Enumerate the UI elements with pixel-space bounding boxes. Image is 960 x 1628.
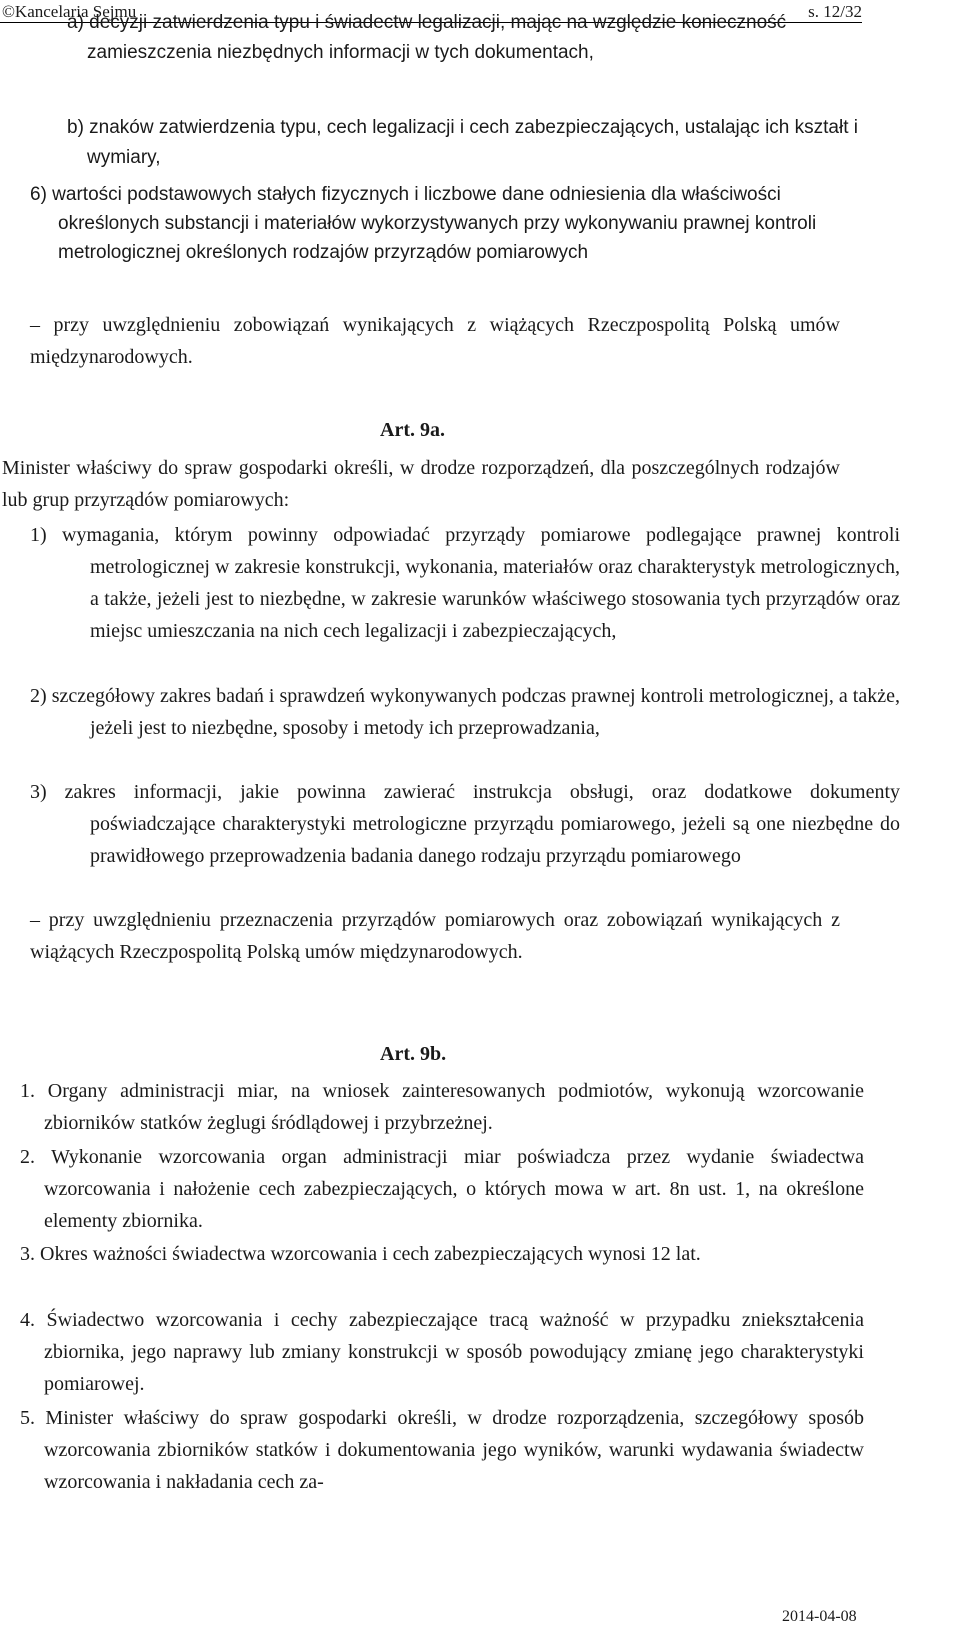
- article-9a-title: Art. 9a.: [380, 419, 445, 441]
- article-9b-item: 1. Organy administracji miar, na wniosek zainteresowanych podmiotów, wykonują wzorcowanie zbiorników statków żeglugi śródlądowej i przybrzeżnej.: [20, 1080, 864, 1134]
- page-number: s. 12/32: [808, 2, 862, 21]
- article-9a-item: 2) szczegółowy zakres badań i sprawdzeń wykonywanych podczas prawnej kontroli metrologicznej, a także, jeżeli jest to niezbędne, sposoby i metody ich przeprowadzania,: [30, 685, 900, 739]
- footer-date: 2014-04-08: [782, 1608, 857, 1625]
- article-9b-title: Art. 9b.: [380, 1043, 447, 1065]
- header-source: ©Kancelaria Sejmu: [2, 2, 137, 21]
- article-9a-intro: Minister właściwy do spraw gospodarki określi, w drodze rozporządzeń, dla poszczególnych rodzajów lub grup przyrządów pomiarowych:: [2, 457, 840, 511]
- article-9b-item: 5. Minister właściwy do spraw gospodarki określi, w drodze rozporządzenia, szczegółowy sposób wzorcowania zbiorników statków i dokumentowania jego wyników, warunki wydawania świadectw wzorcowania i nakładania cech za-: [20, 1407, 864, 1493]
- article-9a-item: 1) wymagania, którym powinny odpowiadać przyrządy pomiarowe podlegające prawnej kontroli metrologicznej w zakresie konstrukcji, wykonania, materiałów oraz charakterystyk metrologicznych, a także, jeżeli jest to niezbędne, w zakresie warunków właściwego stosowania tych przyrządów oraz miejsc umieszczania na nich cech legalizacji i zabezpieczających,: [30, 524, 900, 642]
- item-a: a) decyzji zatwierdzenia typu i świadectw legalizacji, mając na względzie konieczność zamieszczenia niezbędnych informacji w tych dokumentach,: [67, 12, 787, 63]
- article-9b-item: 4. Świadectwo wzorcowania i cechy zabezpieczające tracą ważność w przypadku zniekształcenia zbiornika, jego naprawy lub zmiany konstrukcji w sposób powodujący zmianę jego charakterystyki pomiarowej.: [20, 1309, 864, 1395]
- item-b: b) znaków zatwierdzenia typu, cech legalizacji i cech zabezpieczających, ustalając ich kształt i wymiary,: [67, 117, 858, 168]
- article-9a-closing: – przy uwzględnieniu przeznaczenia przyrządów pomiarowych oraz zobowiązań wynikających z wiążących Rzeczpospolitą Polską umów międzynarodowych.: [30, 909, 840, 963]
- article-9b-item: 3. Okres ważności świadectwa wzorcowania i cech zabezpieczających wynosi 12 lat.: [20, 1243, 701, 1265]
- article-9a-item: 3) zakres informacji, jakie powinna zawierać instrukcja obsługi, oraz dodatkowe dokumenty poświadczające charakterystyki metrologiczne przyrządu pomiarowego, jeżeli są one niezbędne do prawidłowego przeprowadzenia badania danego rodzaju przyrządu pomiarowego: [30, 781, 900, 867]
- closing-clause: – przy uwzględnieniu zobowiązań wynikających z wiążących Rzeczpospolitą Polską umów międzynarodowych.: [30, 314, 840, 368]
- item-6: 6) wartości podstawowych stałych fizycznych i liczbowe dane odniesienia dla właściwości określonych substancji i materiałów wykorzystywanych przy wykonywaniu prawnej kontroli metrologicznej określonych rodzajów przyrządów pomiarowych: [30, 184, 817, 263]
- article-9b-item: 2. Wykonanie wzorcowania organ administracji miar poświadcza przez wydanie świadectwa wzorcowania i nałożenie cech zabezpieczających, o których mowa w art. 8n ust. 1, na określone elementy zbiornika.: [20, 1146, 864, 1232]
